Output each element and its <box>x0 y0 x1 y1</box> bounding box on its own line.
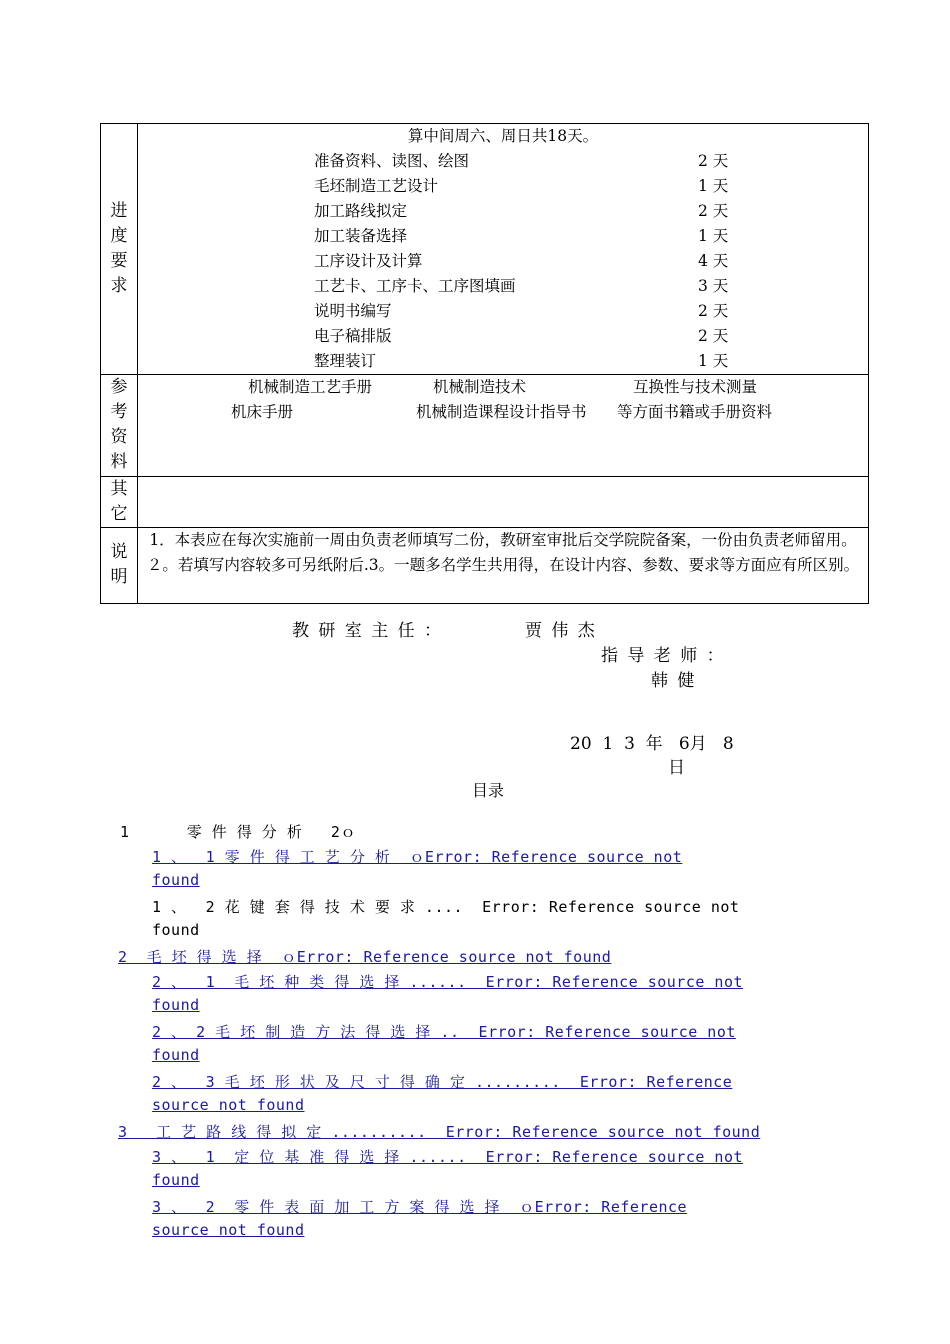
toc-entry[interactable]: 3 工 艺 路 线 得 拟 定 .......... Error: Reference source not found <box>118 1123 761 1141</box>
toc-entry[interactable]: source not found <box>152 1221 305 1239</box>
schedule-row: 加工路线拟定 2 天 <box>314 202 729 220</box>
references-label: 参 考 资 料 <box>101 375 138 477</box>
schedule-row: 毛坯制造工艺设计 1 天 <box>314 177 729 195</box>
schedule-row: 工艺卡、工序卡、工序图填画 3 天 <box>314 277 729 295</box>
toc-entry[interactable]: 3 、 1 定 位 基 准 得 选 择 ...... Error: Reference source not <box>152 1148 744 1166</box>
toc-entry[interactable]: 3 、 2 零 件 表 面 加 工 方 案 得 选 择 ｏError: Reference <box>152 1198 688 1216</box>
toc-entry[interactable]: found <box>152 921 200 939</box>
advisor-label: 指 导 老 师 ： <box>601 646 726 666</box>
progress-row <box>101 124 869 375</box>
advisor-name: 韩 健 <box>651 671 697 691</box>
toc-entry[interactable]: found <box>152 1171 200 1189</box>
reference-line: 机床手册 机械制造课程设计指导书 等方面书籍或手册资料 <box>231 403 773 421</box>
other-content <box>138 477 869 528</box>
director-label: 教 研 室 主 任 ： <box>292 621 444 641</box>
schedule-row: 准备资料、读图、绘图 2 天 <box>314 152 729 170</box>
notes-row <box>101 528 869 604</box>
toc-entry[interactable]: 2 、 3 毛 坯 形 状 及 尺 寸 得 确 定 ......... Error: Reference <box>152 1073 733 1091</box>
references-row <box>101 375 869 477</box>
notes-label: 说 明 <box>101 528 138 604</box>
progress-summary: 算中间周六、周日共18天。 <box>407 127 599 145</box>
other-row <box>101 477 869 528</box>
toc-entry[interactable]: 1 、 2 花 键 套 得 技 术 要 求 .... Error: Reference source not <box>152 898 740 916</box>
schedule-row: 整理装订 1 天 <box>314 352 729 370</box>
toc-entry[interactable]: 2 、 2 毛 坯 制 造 方 法 得 选 择 .. Error: Reference source not <box>152 1023 736 1041</box>
schedule-row: 加工装备选择 1 天 <box>314 227 729 245</box>
date-day: 日 <box>668 758 685 778</box>
progress-label: 进 度 要 求 <box>101 124 138 375</box>
reference-line: 机械制造工艺手册 机械制造技术 互换性与技术测量 <box>248 378 758 396</box>
notes-text: 1．本表应在每次实施前一周由负责老师填写二份，教研室审批后交学院院备案，一份由负责老师留用。２。若填写内容较多可另纸附后.3。一题多名学生共用得，在设计内容、参数、要求等方面应有所区别。 <box>146 531 860 574</box>
toc-entry[interactable]: found <box>152 996 200 1014</box>
other-label: 其 它 <box>101 477 138 528</box>
toc-entry[interactable]: 1 、 1 零 件 得 工 艺 分 析 ｏError: Reference source not <box>152 848 683 866</box>
notes-content <box>138 528 869 604</box>
schedule-row: 工序设计及计算 4 天 <box>314 252 729 270</box>
schedule-row: 电子稿排版 2 天 <box>314 327 729 345</box>
date-line: 20 1 3 年 6月 8 <box>570 734 734 754</box>
task-form-table <box>100 123 869 604</box>
schedule-row: 说明书编写 2 天 <box>314 302 729 320</box>
toc-entry[interactable]: 2 、 1 毛 坯 种 类 得 选 择 ...... Error: Reference source not <box>152 973 744 991</box>
toc-entry[interactable]: 1 零 件 得 分 析 2ｏ <box>120 823 356 841</box>
director-name: 贾 伟 杰 <box>525 621 597 641</box>
toc-entry[interactable]: found <box>152 871 200 889</box>
toc-entry[interactable]: found <box>152 1046 200 1064</box>
toc-entry[interactable]: 2 毛 坯 得 选 择 ｏError: Reference source not found <box>118 948 612 966</box>
progress-content <box>138 124 869 375</box>
toc-title: 目录 <box>472 781 505 800</box>
toc-entry[interactable]: source not found <box>152 1096 305 1114</box>
references-content <box>138 375 869 477</box>
